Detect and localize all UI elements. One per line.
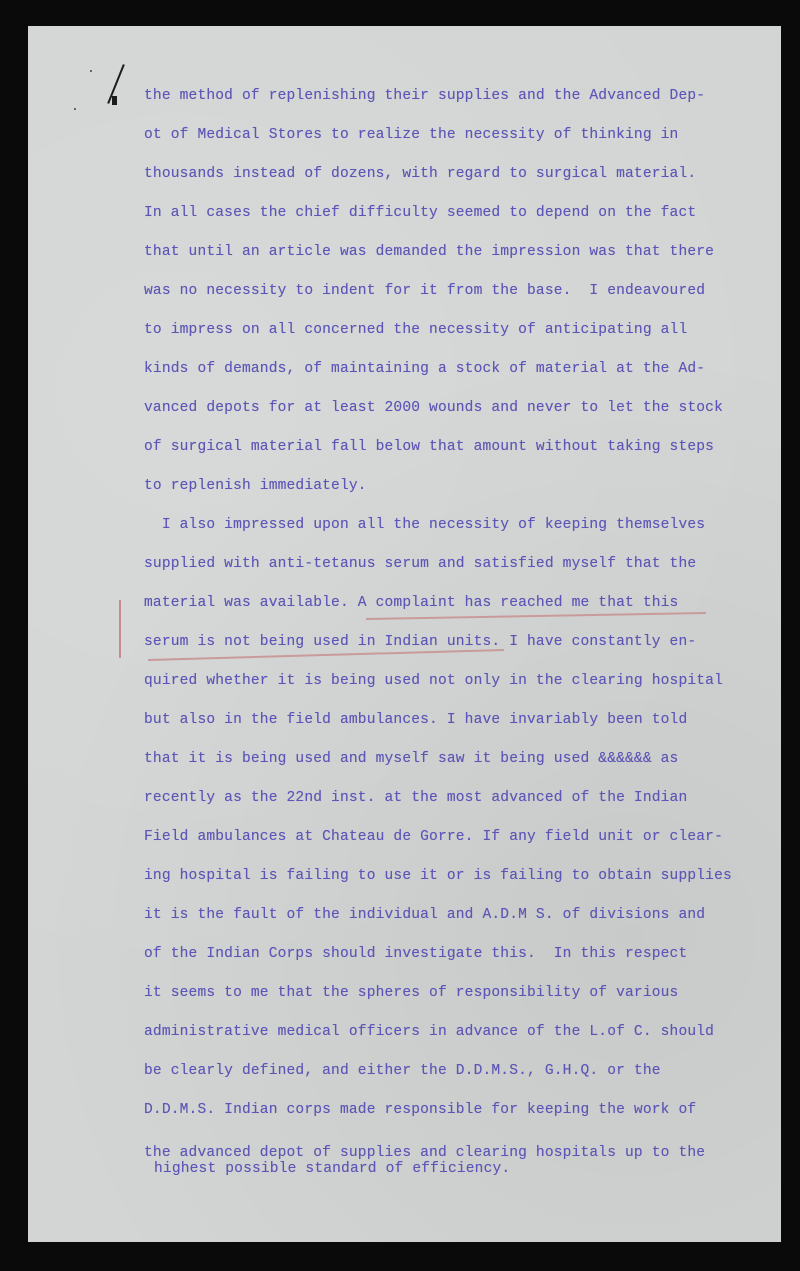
text-line: but also in the field ambulances. I have invariably been told xyxy=(144,712,688,728)
typewritten-text xyxy=(28,26,781,1242)
text-line: to impress on all concerned the necessity of anticipating all xyxy=(144,322,688,338)
text-line: it seems to me that the spheres of responsibility of various xyxy=(144,985,679,1001)
text-line: material was available. A complaint has reached me that this xyxy=(144,595,679,611)
text-line: I also impressed upon all the necessity of keeping themselves xyxy=(144,517,706,533)
text-line: it is the fault of the individual and A.D.M S. of divisions and xyxy=(144,907,706,923)
text-line: to replenish immediately. xyxy=(144,478,367,494)
text-line: highest possible standard of efficiency. xyxy=(154,1161,511,1177)
text-line: vanced depots for at least 2000 wounds and never to let the stock xyxy=(144,400,723,416)
text-line: ing hospital is failing to use it or is failing to obtain supplies xyxy=(144,868,732,884)
text-line: that until an article was demanded the impression was that there xyxy=(144,244,715,260)
text-line: the method of replenishing their supplies and the Advanced Dep- xyxy=(144,88,706,104)
text-line: thousands instead of dozens, with regard to surgical material. xyxy=(144,166,697,182)
text-line: Field ambulances at Chateau de Gorre. If any field unit or clear- xyxy=(144,829,723,845)
text-line: administrative medical officers in advance of the L.of C. should xyxy=(144,1024,715,1040)
text-line: of surgical material fall below that amount without taking steps xyxy=(144,439,715,455)
text-line: the advanced depot of supplies and clearing hospitals up to the xyxy=(144,1145,706,1161)
text-line: In all cases the chief difficulty seemed to depend on the fact xyxy=(144,205,697,221)
document-page xyxy=(28,26,781,1242)
text-line: recently as the 22nd inst. at the most advanced of the Indian xyxy=(144,790,688,806)
text-line: ot of Medical Stores to realize the necessity of thinking in xyxy=(144,127,679,143)
text-line: kinds of demands, of maintaining a stock of material at the Ad- xyxy=(144,361,706,377)
text-line: D.D.M.S. Indian corps made responsible for keeping the work of xyxy=(144,1102,697,1118)
text-line: was no necessity to indent for it from the base. I endeavoured xyxy=(144,283,706,299)
text-line: be clearly defined, and either the D.D.M.S., G.H.Q. or the xyxy=(144,1063,661,1079)
text-line: that it is being used and myself saw it being used &&&&&& as xyxy=(144,751,679,767)
text-line: quired whether it is being used not only in the clearing hospital xyxy=(144,673,723,689)
text-line: supplied with anti-tetanus serum and satisfied myself that the xyxy=(144,556,697,572)
text-line: serum is not being used in Indian units. I have constantly en- xyxy=(144,634,697,650)
text-line: of the Indian Corps should investigate this. In this respect xyxy=(144,946,688,962)
